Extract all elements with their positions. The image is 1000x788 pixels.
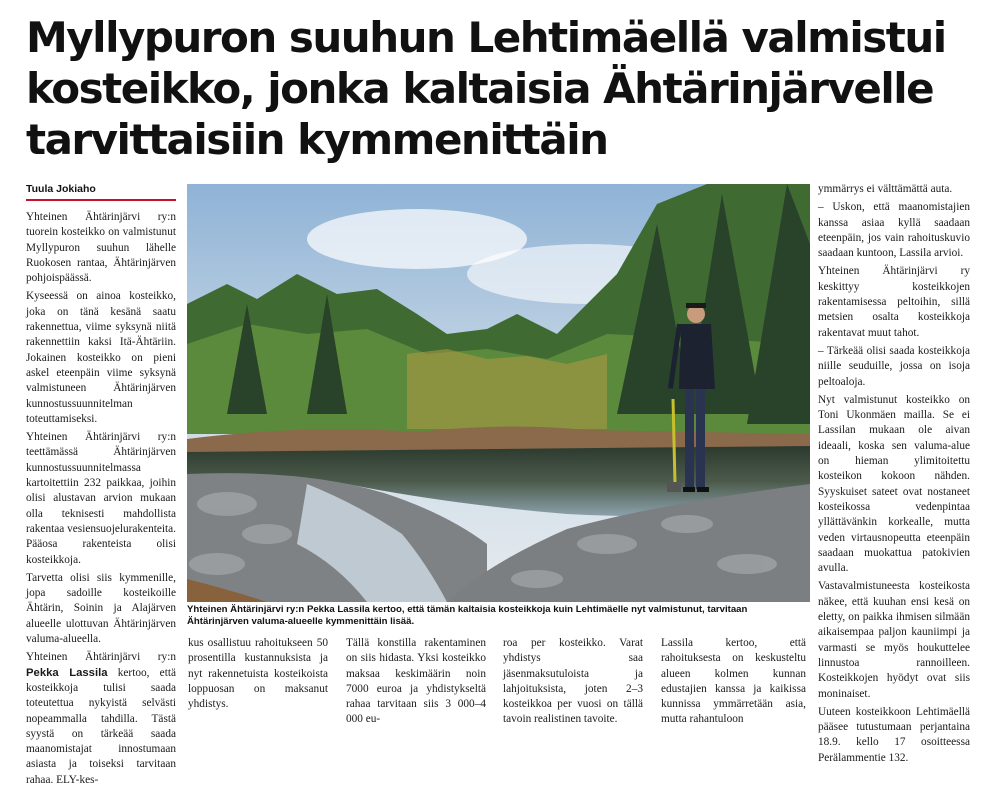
paragraph: kus osallistuu rahoitukseen 50 prosentilla kustannuksista ja nyt rakennetuista kosteikoista loppuosan on maksanut yhdistys. (188, 637, 328, 711)
article-column-1 (26, 210, 176, 786)
paragraph: Uuteen kosteikkoon Lehtimäellä pääsee tutustumaan perjantaina 18.9. kello 17 osoitteessa Perälammentie 132. (818, 705, 970, 764)
paragraph: Yhteinen Ähtärinjärvi ry:n teettämässä Ähtärinjärven kunnostussuunnitelmassa kartoitettiin 232 paikkaa, joihin olisi alustavan arvion mukaan olla teknisesti mahdollista rakentaa vesiensuojelurakenteita. Pääosa rakenteista olisi kosteikkoja. (26, 431, 176, 566)
paragraph: – Uskon, että maanomistajien kanssa asiaa kyllä saadaan eteenpäin, jos vain rahoituskuvio saadaan kuntoon, Lassila arvioi. (818, 201, 970, 260)
paragraph: Lassila kertoo, että rahoituksesta on keskusteltu alueen kolmen kunnan edustajien kanssa ja kaikissa kunnissa ymmärretään asia, mutta rahantuloon (661, 637, 806, 726)
article-column-6 (818, 182, 970, 764)
paragraph (26, 650, 176, 788)
article-column-5 (661, 636, 806, 726)
paragraph-lead: Yhteinen Ähtärinjärvi ry:n (26, 651, 176, 664)
paragraph: Vastavalmistuneesta kosteikosta näkee, että kuuhan ensi kesä on eletty, on paikka ihmisen silmään aikaisempaa paljon kauniimpi ja varmasti se myös houkuttelee linnustoa rannoilleen. Kosteikkojen hyödyt ovat siis moninaiset. (818, 580, 970, 700)
paragraph: Yhteinen Ähtärinjärvi ry keskittyy kosteikkojen rakentamisessa peltoihin, sillä metsien osalta kosteikkoja rakentavat muut tahot. (818, 265, 970, 339)
article-column-2 (188, 636, 328, 712)
article-photo (187, 184, 810, 602)
paragraph: Tällä konstilla rakentaminen on siis hidasta. Yksi kosteikko maksaa keskimäärin noin 7000 euroa ja yhdistykseltä rahaa tarvitaan siis 3 000–4 000 eu- (346, 637, 486, 726)
paragraph: – Tärkeää olisi saada kosteikkoja niille seuduille, jossa on isoja peltoaloja. (818, 344, 970, 388)
paragraph: Tarvetta olisi siis kymmenille, jopa sadoille kosteikoille Ähtärin, Soinin ja Alajärven alueelle ulottuvan Ähtärinjärven valuma-alueella. (26, 571, 176, 646)
paragraph: Yhteinen Ähtärinjärvi ry:n tuorein kosteikko on valmistunut Myllypuron suuhun lähelle Ruokosen rantaa, Ähtärinjärven pohjoispäässä. (26, 211, 176, 285)
paragraph-rest: kertoo, että kosteikkoja tulisi saada toteutettua nykyistä selvästi nopeammalla tahdilla. Tästä syystä on tärkeää saada maanomistajat innostumaan asiasta ja toiseksi tarvitaan rahaa. ELY-kes- (26, 666, 176, 786)
headline: Myllypuron suuhun Lehtimäellä valmistui kosteikko, jonka kaltaisia Ähtärinjärvelle tarvittaisiin kymmenittäin (26, 13, 946, 164)
paragraph: Nyt valmistunut kosteikko on Toni Ukonmäen mailla. Se ei Lassilan mukaan ole aivan ideaali, koska sen valuma-alue on hieman ylimitoitettu kosteikon kokoon nähden. Syyskuiset sateet ovat nostaneet kosteikossa vedenpintaa yllättävänkin korkealle, mutta veden virtausnopeutta eteenpäin saadaan muokattua patokivien avulla. (818, 393, 970, 575)
byline: Tuula Jokiaho (26, 183, 176, 201)
article-column-3 (346, 636, 486, 726)
article-column-4 (503, 636, 643, 726)
person-name: Pekka Lassila (26, 666, 108, 679)
paragraph: Kyseessä on ainoa kosteikko, joka on tänä kesänä saatu rakennettua, viime syksynä niitä rakennettiin kaksi Itä-Ähtäriin. Jokainen kosteikko on pieni askel eteenpäin viime syksynä valmistuneen Ähtärinjärven kunnostussuunnitelman toteuttamiseksi. (26, 290, 176, 425)
paragraph: roa per kosteikko. Varat yhdistys saa jäsenmaksutuloista ja lahjoituksista, joten 2–3 kosteikkoa per vuosi on tällä tavoin realistinen tavoite. (503, 637, 643, 726)
photo-caption: Yhteinen Ähtärinjärvi ry:n Pekka Lassila kertoo, että tämän kaltaisia kosteikkoja kuin Lehtimäelle nyt valmistunut, tarvitaan Ähtärinjärven valuma-alueelle kymmenittäin lisää. (187, 604, 748, 627)
paragraph: ymmärrys ei välttämättä auta. (818, 183, 953, 195)
